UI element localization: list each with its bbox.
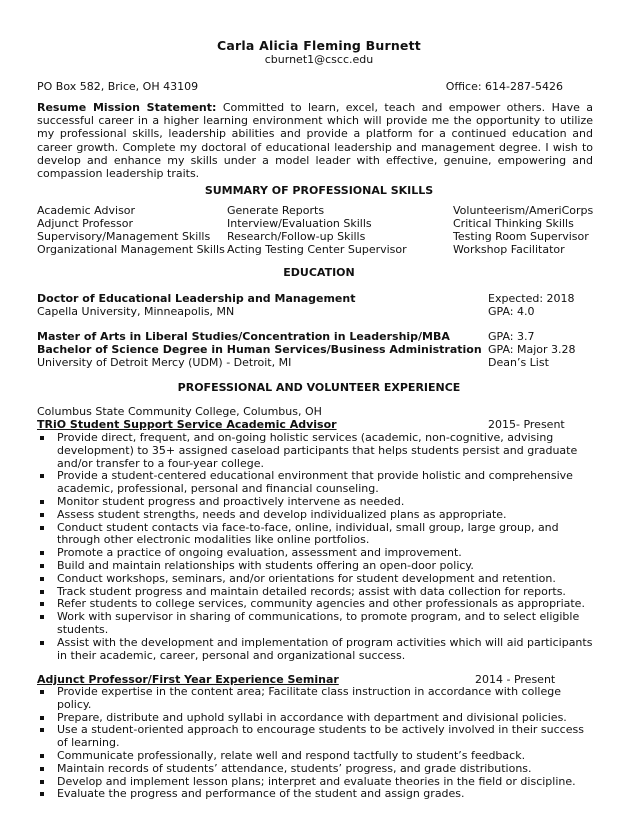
- skill-item: Interview/Evaluation Skills: [227, 217, 372, 230]
- bullet-icon: [40, 780, 44, 784]
- skills-column-3: [453, 204, 593, 256]
- skill-item: Academic Advisor: [37, 204, 136, 217]
- bullet-icon: [40, 728, 44, 732]
- duty-text: Evaluate the progress and performance of the student and assign grades.: [57, 787, 465, 801]
- skill-item: Volunteerism/AmeriCorps: [453, 204, 594, 217]
- bullet-icon: [40, 436, 44, 440]
- list-item: [37, 637, 593, 663]
- bachelors-degree: Bachelor of Science Degree in Human Services/Business Administration: [37, 343, 482, 356]
- duty-text: Maintain records of students’ attendance, students’ progress, and grade distributions.: [57, 761, 532, 775]
- duty-text: Assess student strengths, needs and develop individualized plans as appropriate.: [57, 507, 507, 521]
- udm-school: University of Detroit Mercy (UDM) - Detroit, MI: [37, 356, 292, 369]
- skill-item: Organizational Management Skills: [37, 243, 225, 256]
- skill-item: Testing Room Supervisor: [453, 230, 589, 243]
- duty-text: Develop and implement lesson plans; interpret and evaluate theories in the field or discipline.: [57, 774, 576, 788]
- skills-column-2: [227, 204, 407, 256]
- duty-text: Communicate professionally, relate well and respond tactfully to student’s feedback.: [57, 748, 526, 762]
- bullet-icon: [40, 792, 44, 796]
- skill-item: Acting Testing Center Supervisor: [227, 243, 407, 256]
- list-item: [37, 522, 593, 548]
- bullet-icon: [40, 641, 44, 645]
- office-phone: Office: 614-287-5426: [445, 80, 563, 93]
- masters-degree: Master of Arts in Liberal Studies/Concentration in Leadership/MBA: [37, 330, 450, 343]
- experience-heading: PROFESSIONAL AND VOLUNTEER EXPERIENCE: [177, 381, 461, 394]
- skill-item: Generate Reports: [227, 204, 325, 217]
- job2-dates: 2014 - Present: [475, 673, 556, 686]
- skill-item: Critical Thinking Skills: [453, 217, 574, 230]
- bullet-icon: [40, 577, 44, 581]
- skill-item: Workshop Facilitator: [453, 243, 565, 256]
- doctorate-expected: Expected: 2018: [488, 292, 575, 305]
- list-item: [37, 432, 593, 470]
- skill-item: Supervisory/Management Skills: [37, 230, 211, 243]
- email-address[interactable]: cburnet1@cscc.edu: [264, 53, 374, 66]
- duty-text: Track student progress and maintain detailed records; assist with data collection for reports.: [57, 584, 566, 598]
- bullet-icon: [40, 602, 44, 606]
- bullet-icon: [40, 500, 44, 504]
- duty-text: Provide a student-centered educational environment that provide holistic and comprehensive academic, professional, personal and financial counseling.: [57, 469, 573, 496]
- list-item: [37, 470, 593, 496]
- job2-duties: [37, 686, 593, 801]
- job1-duties: [37, 432, 593, 662]
- duty-text: Work with supervisor in sharing of communications, to promote program, and to select eligible students.: [57, 610, 580, 636]
- mission-label: Resume Mission Statement:: [37, 101, 217, 114]
- mailing-address: PO Box 582, Brice, OH 43109: [37, 80, 199, 93]
- education-heading: EDUCATION: [283, 266, 355, 279]
- skill-item: Research/Follow-up Skills: [227, 230, 366, 243]
- duty-text: Monitor student progress and proactively intervene as needed.: [57, 494, 405, 508]
- masters-gpa: GPA: 3.7: [488, 330, 535, 343]
- job1-dates: 2015- Present: [488, 418, 565, 431]
- job1-title: TRiO Student Support Service Academic Advisor: [37, 418, 337, 431]
- duty-text: Promote a practice of ongoing evaluation, assessment and improvement.: [57, 546, 462, 560]
- skill-item: Adjunct Professor: [37, 217, 133, 230]
- duty-text: Use a student-oriented approach to encourage students to be actively involved in their success of learning.: [57, 723, 584, 750]
- doctorate-degree: Doctor of Educational Leadership and Management: [37, 292, 356, 305]
- bullet-icon: [40, 513, 44, 517]
- duty-text: Build and maintain relationships with students offering an open-door policy.: [57, 558, 474, 572]
- job2-title: Adjunct Professor/First Year Experience Seminar: [37, 673, 339, 686]
- mission-text: Committed to learn, excel, teach and empower others. Have a successful career in a higher learning environment which will provide me the opportunity to utilize my professional skills, leadership abilities and provide a platform for a continued education and career growth. Complete my doctoral of educational leadership and management degree. I wish to develop and enhance my skills under a model leader with effective, genuine, empowering and compassion leadership traits.: [37, 101, 594, 181]
- list-item: [37, 724, 593, 750]
- bullet-icon: [40, 526, 44, 530]
- list-item: [37, 686, 593, 712]
- duty-text: Assist with the development and implementation of program activities which will aid participants in their academic, career, personal and organizational success.: [57, 635, 593, 662]
- duty-text: Refer students to college services, community agencies and other professionals as appropriate.: [57, 597, 585, 611]
- doctorate-gpa: GPA: 4.0: [488, 305, 535, 318]
- bullet-icon: [40, 716, 44, 720]
- duty-text: Conduct workshops, seminars, and/or orientations for student development and retention.: [57, 571, 556, 585]
- employer-line: Columbus State Community College, Columbus, OH: [37, 405, 322, 418]
- bachelors-gpa: GPA: Major 3.28: [488, 343, 576, 356]
- skills-column-1: [37, 204, 225, 256]
- bullet-icon: [40, 564, 44, 568]
- bullet-icon: [40, 551, 44, 555]
- duty-text: Provide direct, frequent, and on-going holistic services (academic, non-cognitive, advising development) to 35+ assigned caseload participants that helps students persist and graduate and/or transfer to a four-year college.: [57, 431, 578, 470]
- duty-text: Prepare, distribute and uphold syllabi in accordance with department and divisional policies.: [57, 710, 567, 724]
- udm-honor: Dean’s List: [488, 356, 549, 369]
- doctorate-school: Capella University, Minneapolis, MN: [37, 305, 235, 318]
- list-item: [37, 788, 593, 801]
- bullet-icon: [40, 474, 44, 478]
- bullet-icon: [40, 754, 44, 758]
- duty-text: Conduct student contacts via face-to-face, online, individual, small group, large group, and through other electronic modalities like online portfolios.: [57, 520, 559, 547]
- bullet-icon: [40, 690, 44, 694]
- duty-text: Provide expertise in the content area; Facilitate class instruction in accordance with college policy.: [57, 685, 561, 711]
- skills-heading: SUMMARY OF PROFESSIONAL SKILLS: [204, 184, 434, 197]
- list-item: [37, 611, 593, 637]
- bullet-icon: [40, 590, 44, 594]
- candidate-name: Carla Alicia Fleming Burnett: [217, 38, 421, 53]
- mission-statement: [37, 101, 593, 180]
- bullet-icon: [40, 615, 44, 619]
- bullet-icon: [40, 767, 44, 771]
